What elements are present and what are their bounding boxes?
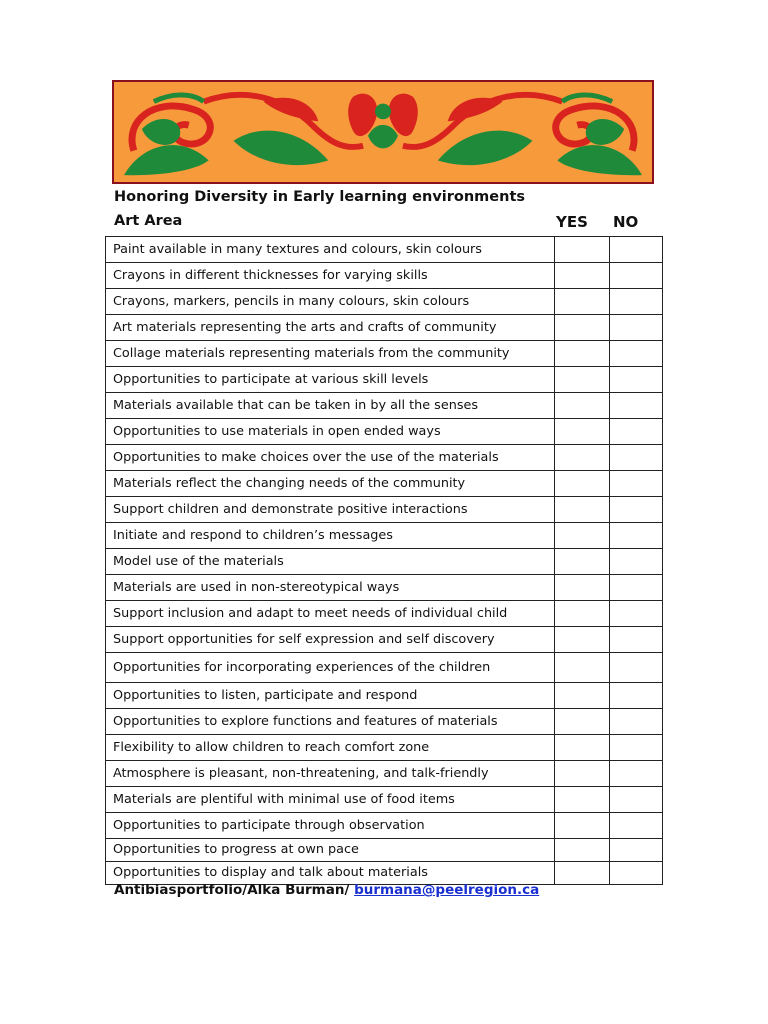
yes-checkbox-cell[interactable]: [555, 263, 610, 289]
yes-checkbox-cell[interactable]: [555, 601, 610, 627]
checklist-item-text: Opportunities to participate through observation: [106, 813, 555, 839]
checklist-item-text: Initiate and respond to children’s messages: [106, 523, 555, 549]
checklist-row: [106, 497, 663, 523]
no-checkbox-cell[interactable]: [610, 627, 663, 653]
yes-checkbox-cell[interactable]: [555, 709, 610, 735]
yes-checkbox-cell[interactable]: [555, 393, 610, 419]
ornamental-scroll-icon: [114, 82, 652, 182]
checklist-item-text: Crayons, markers, pencils in many colours, skin colours: [106, 289, 555, 315]
no-checkbox-cell[interactable]: [610, 289, 663, 315]
yes-checkbox-cell[interactable]: [555, 445, 610, 471]
no-column-header: NO: [613, 213, 639, 231]
checklist-row: [106, 787, 663, 813]
no-checkbox-cell[interactable]: [610, 263, 663, 289]
checklist-item-text: Atmosphere is pleasant, non-threatening, and talk-friendly: [106, 761, 555, 787]
no-checkbox-cell[interactable]: [610, 497, 663, 523]
yes-checkbox-cell[interactable]: [555, 653, 610, 683]
no-checkbox-cell[interactable]: [610, 761, 663, 787]
yes-checkbox-cell[interactable]: [555, 862, 610, 885]
no-checkbox-cell[interactable]: [610, 367, 663, 393]
no-checkbox-cell[interactable]: [610, 445, 663, 471]
checklist-item-text: Opportunities to listen, participate and respond: [106, 683, 555, 709]
yes-checkbox-cell[interactable]: [555, 787, 610, 813]
yes-column-header: YES: [556, 213, 588, 231]
checklist-row: [106, 341, 663, 367]
no-checkbox-cell[interactable]: [610, 315, 663, 341]
yes-checkbox-cell[interactable]: [555, 627, 610, 653]
checklist-item-text: Support inclusion and adapt to meet needs of individual child: [106, 601, 555, 627]
no-checkbox-cell[interactable]: [610, 575, 663, 601]
checklist-item-text: Paint available in many textures and colours, skin colours: [106, 237, 555, 263]
checklist-row: [106, 237, 663, 263]
checklist-row: [106, 761, 663, 787]
checklist-item-text: Opportunities to explore functions and features of materials: [106, 709, 555, 735]
area-label: Art Area: [114, 213, 183, 229]
no-checkbox-cell[interactable]: [610, 735, 663, 761]
footer: [114, 882, 539, 898]
checklist-row: [106, 549, 663, 575]
yes-checkbox-cell[interactable]: [555, 315, 610, 341]
yes-checkbox-cell[interactable]: [555, 839, 610, 862]
checklist-item-text: Materials available that can be taken in by all the senses: [106, 393, 555, 419]
no-checkbox-cell[interactable]: [610, 709, 663, 735]
checklist-item-text: Support children and demonstrate positive interactions: [106, 497, 555, 523]
checklist-item-text: Art materials representing the arts and crafts of community: [106, 315, 555, 341]
checklist-row: [106, 419, 663, 445]
document-title: Honoring Diversity in Early learning environments: [114, 189, 526, 205]
checklist-row: [106, 683, 663, 709]
checklist-item-text: Support opportunities for self expression and self discovery: [106, 627, 555, 653]
checklist-table: [105, 236, 663, 885]
yes-checkbox-cell[interactable]: [555, 683, 610, 709]
checklist-item-text: Collage materials representing materials from the community: [106, 341, 555, 367]
yes-checkbox-cell[interactable]: [555, 813, 610, 839]
checklist-row: [106, 709, 663, 735]
no-checkbox-cell[interactable]: [610, 653, 663, 683]
checklist-row: [106, 445, 663, 471]
yes-checkbox-cell[interactable]: [555, 341, 610, 367]
checklist-item-text: Materials are used in non-stereotypical ways: [106, 575, 555, 601]
checklist-row: [106, 839, 663, 862]
checklist-item-text: Model use of the materials: [106, 549, 555, 575]
decorative-banner: [112, 80, 654, 184]
checklist-item-text: Materials are plentiful with minimal use of food items: [106, 787, 555, 813]
no-checkbox-cell[interactable]: [610, 341, 663, 367]
checklist-item-text: Opportunities to display and talk about materials: [106, 862, 555, 885]
checklist-row: [106, 471, 663, 497]
checklist-item-text: Crayons in different thicknesses for varying skills: [106, 263, 555, 289]
checklist-row: [106, 575, 663, 601]
no-checkbox-cell[interactable]: [610, 839, 663, 862]
checklist-item-text: Opportunities to participate at various skill levels: [106, 367, 555, 393]
footer-author: Antibiasportfolio/Alka Burman/: [114, 882, 355, 898]
checklist-item-text: Opportunities to use materials in open ended ways: [106, 419, 555, 445]
checklist-row: [106, 523, 663, 549]
no-checkbox-cell[interactable]: [610, 787, 663, 813]
no-checkbox-cell[interactable]: [610, 683, 663, 709]
checklist-row: [106, 289, 663, 315]
yes-checkbox-cell[interactable]: [555, 237, 610, 263]
no-checkbox-cell[interactable]: [610, 471, 663, 497]
no-checkbox-cell[interactable]: [610, 813, 663, 839]
yes-checkbox-cell[interactable]: [555, 761, 610, 787]
yes-checkbox-cell[interactable]: [555, 575, 610, 601]
yes-checkbox-cell[interactable]: [555, 735, 610, 761]
checklist-row: [106, 627, 663, 653]
email-link[interactable]: burmana@peelregion.ca: [354, 882, 540, 898]
yes-checkbox-cell[interactable]: [555, 523, 610, 549]
no-checkbox-cell[interactable]: [610, 419, 663, 445]
checklist-item-text: Opportunities to progress at own pace: [106, 839, 555, 862]
yes-checkbox-cell[interactable]: [555, 289, 610, 315]
checklist-item-text: Materials reflect the changing needs of the community: [106, 471, 555, 497]
no-checkbox-cell[interactable]: [610, 549, 663, 575]
yes-checkbox-cell[interactable]: [555, 471, 610, 497]
no-checkbox-cell[interactable]: [610, 601, 663, 627]
checklist-item-text: Opportunities to make choices over the use of the materials: [106, 445, 555, 471]
checklist-row: [106, 735, 663, 761]
yes-checkbox-cell[interactable]: [555, 367, 610, 393]
no-checkbox-cell[interactable]: [610, 237, 663, 263]
yes-checkbox-cell[interactable]: [555, 419, 610, 445]
yes-checkbox-cell[interactable]: [555, 497, 610, 523]
checklist-item-text: Opportunities for incorporating experiences of the children: [106, 653, 555, 683]
no-checkbox-cell[interactable]: [610, 523, 663, 549]
checklist-row: [106, 263, 663, 289]
checklist-row: [106, 367, 663, 393]
checklist-row: [106, 393, 663, 419]
checklist-row: [106, 653, 663, 683]
no-checkbox-cell[interactable]: [610, 862, 663, 885]
checklist-row: [106, 813, 663, 839]
checklist-row: [106, 315, 663, 341]
no-checkbox-cell[interactable]: [610, 393, 663, 419]
checklist-body: [106, 237, 663, 885]
checklist-row: [106, 601, 663, 627]
yes-checkbox-cell[interactable]: [555, 549, 610, 575]
checklist-item-text: Flexibility to allow children to reach comfort zone: [106, 735, 555, 761]
